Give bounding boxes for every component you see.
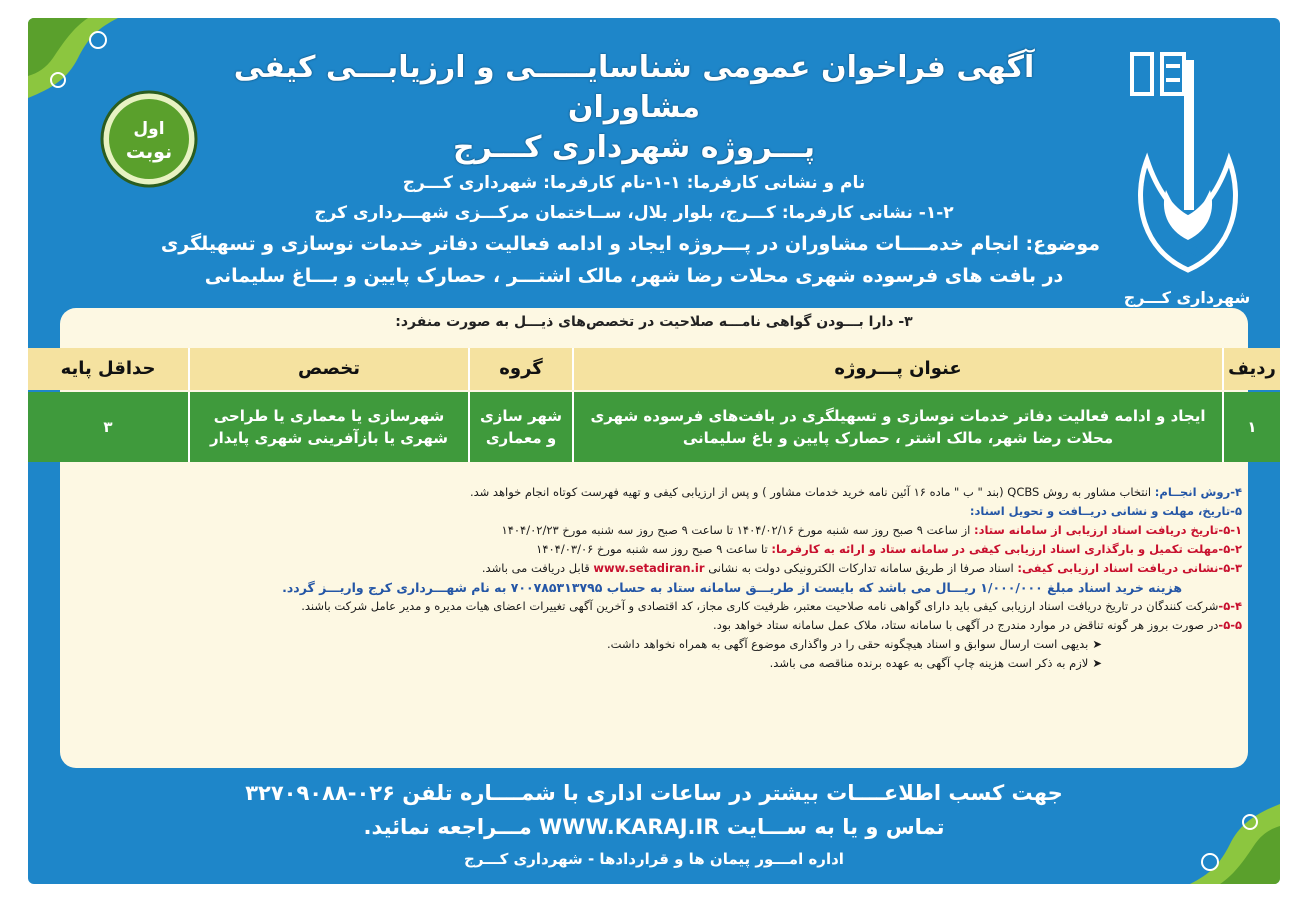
cell-specialty	[188, 392, 468, 462]
section-5-title	[72, 503, 1242, 520]
section-5-1	[72, 522, 1242, 539]
section-5-5	[72, 617, 1242, 634]
section-5-2	[72, 541, 1242, 558]
section-4-text: انتخاب مشاور به روش QCBS (بند " ب " ماده ۱۶ آئین نامه خرید خدمات مشاور ) و پس از ارزیابی کیفی و تهیه فهرست کوتاه انجام خواهد شد.	[469, 485, 1155, 499]
contact-footer	[148, 776, 1160, 874]
subject-line2: در بافت های فرسوده شهری محلات رضا شهر، مالک اشتـــر ، حصارک پایین و بـــاغ سلیمانی	[204, 265, 1064, 287]
header-specialty: تخصص	[188, 348, 468, 390]
note-2	[72, 655, 1242, 672]
footer-department-line: اداره امـــور پیمان ها و قراردادها - شهرداری کـــرج	[464, 850, 844, 868]
section-5-4-key: ۵-۴-	[1218, 599, 1242, 613]
cell-group-line1: شهر سازی	[480, 407, 562, 425]
section-5-4	[72, 598, 1242, 615]
employer-name: نام و نشانی کارفرما: ۱-۱-نام کارفرما: شهرداری کـــرج	[402, 173, 866, 193]
tulip-logo-icon	[1122, 40, 1252, 280]
badge-line2: نوبت	[125, 141, 173, 163]
header-row: ردیف	[1222, 348, 1280, 390]
requirements-line: ۳- دارا بـــودن گواهی نامـــه صلاحیت در تخصص‌های ذیـــل به صورت منفرد:	[395, 314, 913, 330]
subject-line1: موضوع: انجام خدمــــات مشاوران در پـــروژه ایجاد و ادامه فعالیت دفاتر خدمات نوسازی و تسهیلگری	[160, 233, 1100, 255]
badge-line1: اول	[133, 119, 165, 139]
section-5-3-text: اسناد صرفا از طریق سامانه تدارکات الکترونیکی دولت به نشانی	[704, 561, 1018, 575]
arrow-bullet-icon: ➤	[1092, 637, 1102, 651]
cell-group-line2: و معماری	[485, 429, 557, 447]
section-4	[72, 484, 1242, 501]
section-5-3-key: ۵-۳-نشانی دریافت اسناد ارزیابی کیفی:	[1017, 561, 1242, 575]
section-5-1-key: ۵-۱-تاریخ دریافت اسناد ارزیابی از سامانه ستاد:	[973, 523, 1242, 537]
fee-line: هزینه خرید اسناد مبلغ ۱/۰۰۰/۰۰۰ ریـــال می باشد که بایست از طریـــق سامانه ستاد به حساب ۷۰۰۷۸۵۳۱۳۷۹۵ به نام شهـــرداری کرج واریـــز گردد.	[282, 580, 1182, 595]
cell-specialty-line2: شهری یا بازآفرینی شهری پایدار	[209, 429, 449, 447]
cell-group	[468, 392, 572, 462]
section-5-1-text: از ساعت ۹ صبح روز سه شنبه مورخ ۱۴۰۴/۰۲/۱۶ تا ساعت ۹ صبح روز سه شنبه مورخ ۱۴۰۴/۰۲/۲۳	[501, 523, 974, 537]
cell-min-grade: ۳	[103, 418, 113, 436]
title-line1: آگهی فراخوان عمومی شناسایـــــی و ارزیابـــی کیفی مشاوران	[233, 50, 1035, 125]
footer-phone-line: جهت کسب اطلاعــــات بیشتر در ساعات اداری با شمــــاره تلفن ۰۲۶-۳۲۷۰۹۰۸۸	[245, 781, 1063, 805]
cell-row: ۱	[1222, 392, 1280, 462]
logo-caption: شهرداری کـــرج	[1123, 288, 1251, 307]
header-group: گروه	[468, 348, 572, 390]
cell-title-line1: ایجاد و ادامه فعالیت دفاتر خدمات نوسازی و تسهیلگری در بافت‌های فرسوده شهری	[590, 407, 1206, 425]
section-5-4-text: شرکت کنندگان در تاریخ دریافت اسناد ارزیابی کیفی باید دارای گواهی نامه صلاحیت معتبر، ظرفیت کاری مجاز، کد اقتصادی و آخرین آگهی تغییرات اعضای هیات مدیره و مدیر عامل شرکت باشند.	[301, 599, 1219, 613]
section-5-title-text: ۵-تاریخ، مهلت و نشانی دریــافت و تحویل اسناد:	[969, 504, 1242, 518]
section-5-2-text: تا ساعت ۹ صبح روز سه شنبه مورخ ۱۴۰۴/۰۳/۰۶	[536, 542, 772, 556]
advertisement-frame	[28, 18, 1280, 884]
cell-specialty-line1: شهرسازی یا معماری یا طراحی	[213, 407, 445, 425]
note-1-text: بدیهی است ارسال سوابق و اسناد هیچگونه حقی را در واگذاری موضوع آگهی به همراه نخواهد داشت.	[606, 637, 1089, 651]
terms-section	[72, 484, 1242, 674]
table-row	[28, 392, 1280, 462]
section-5-5-text: در صورت بروز هر گونه تناقض در موارد مندرج در آگهی با سامانه ستاد، ملاک عمل سامانه ستاد خواهد بود.	[713, 618, 1219, 632]
header-min-grade: حداقل پایه	[60, 358, 156, 379]
announcement-header	[160, 48, 1100, 292]
section-5-2-key: ۵-۲-مهلت تکمیل و بارگذاری اسناد ارزیابی کیفی در سامانه ستاد و ارائه به کارفرما:	[771, 542, 1242, 556]
ornament-corner-bottom-right	[1170, 774, 1280, 884]
employer-address: ۱-۲- نشانی کارفرما: کـــرج، بلوار بلال، ســاختمان مرکـــزی شهـــرداری کرج	[314, 203, 954, 223]
section-4-key: ۴-روش انجــام:	[1154, 485, 1242, 499]
header-title: عنوان پـــروژه	[572, 348, 1222, 390]
setadiran-link[interactable]: www.setadiran.ir	[593, 561, 705, 575]
karaj-municipality-logo	[1122, 40, 1252, 315]
note-2-text: لازم به ذکر است هزینه چاپ آگهی به عهده برنده مناقصه می باشد.	[769, 656, 1089, 670]
section-5-3-tail: قابل دریافت می باشد.	[481, 561, 594, 575]
cell-title-line2: محلات رضا شهر، مالک اشتر ، حصارک پایین و باغ سلیمانی	[682, 429, 1114, 447]
announcement-body	[60, 308, 1276, 768]
title-line2: پـــروژه شهرداری کـــرج	[452, 130, 816, 165]
section-5-3	[72, 560, 1242, 577]
note-1	[72, 636, 1242, 653]
section-5-5-key: ۵-۵-	[1218, 618, 1242, 632]
qualification-table	[28, 348, 1280, 468]
cell-title	[572, 392, 1222, 462]
arrow-bullet-icon: ➤	[1092, 656, 1102, 670]
footer-website-line: تماس و یا به ســـایت WWW.KARAJ.IR مـــراجعه نمائید.	[363, 815, 945, 839]
table-header	[28, 348, 1280, 390]
